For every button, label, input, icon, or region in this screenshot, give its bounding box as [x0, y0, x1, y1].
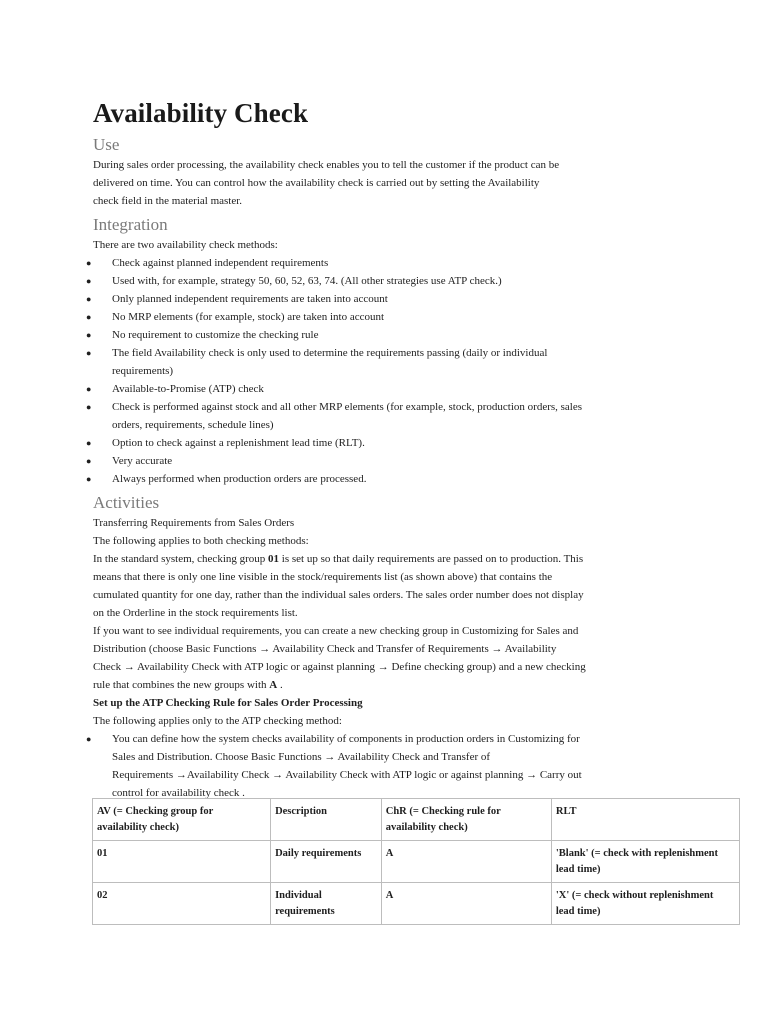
page-title: Availability Check	[93, 98, 309, 128]
table-cell: 01	[93, 841, 271, 883]
table-header-cell: AV (= Checking group for availability check)	[93, 799, 271, 841]
list-item: ● Check is performed against stock and all other MRP elements (for example, stock, production orders, sales orders, requirements, schedule lines)	[93, 398, 673, 434]
bullet-icon: ●	[86, 330, 92, 340]
bullet-icon: ●	[86, 294, 92, 304]
activities-line-3: The following applies only to the ATP checking method:	[93, 715, 342, 727]
use-line-1: During sales order processing, the availability check enables you to tell the customer if the product can be	[93, 159, 560, 171]
table-header-cell: ChR (= Checking rule for availability check)	[381, 799, 551, 841]
bullet-icon: ●	[86, 276, 92, 286]
list-item: ● Used with, for example, strategy 50, 60, 52, 63, 74. (All other strategies use ATP check.)	[93, 272, 673, 290]
bullet-icon: ●	[86, 438, 92, 448]
section-heading-integration: Integration	[93, 215, 168, 234]
table-header-cell: RLT	[551, 799, 739, 841]
atp-rule-subheading: Set up the ATP Checking Rule for Sales Order Processing	[93, 697, 363, 709]
list-item: ● You can define how the system checks availability of components in production orders in Customizing for Sales and Distribution. Choose Basic Functions → Availability Check and Transfer of Requirements →Availability Check → Availability Check with ATP logic or against planning → Carry out control for availability check .	[93, 730, 673, 802]
table-header-row	[93, 799, 740, 841]
bullet-icon: ●	[86, 456, 92, 466]
activities-line-1: Transferring Requirements from Sales Orders	[93, 517, 295, 529]
bullet-icon: ●	[86, 348, 92, 358]
list-item: ● Option to check against a replenishment lead time (RLT).	[93, 434, 673, 452]
list-item: ● Very accurate	[93, 452, 673, 470]
document-body	[86, 96, 673, 802]
table-cell: 'Blank' (= check with replenishment lead time)	[551, 841, 739, 883]
integration-bullet-list	[86, 254, 673, 488]
list-item: ● Check against planned independent requirements	[93, 254, 673, 272]
table-cell: Individual requirements	[271, 883, 382, 925]
bullet-icon: ●	[86, 474, 92, 484]
table-cell: 'X' (= check without replenishment lead time)	[551, 883, 739, 925]
list-item: ● Only planned independent requirements are taken into account	[93, 290, 673, 308]
activities-paragraph-2: If you want to see individual requirements, you can create a new checking group in Customizing for Sales and Distribution (choose Basic Functions → Availability Check and Transfer of Requirements → Availability Check → Availability Check with ATP logic or against planning → Define checking group) and a new checking rule that combines the new groups with A .	[93, 625, 586, 691]
activities-paragraph-1: In the standard system, checking group 01 is set up so that daily requirements are passed on to production. This means that there is only one line visible in the stock/requirements list (as shown above) that contains the cumulated quantity for one day, rather than the individual sales orders. The sales order number does not display on the Orderline in the stock requirements list.	[93, 553, 584, 619]
table-cell: A	[381, 883, 551, 925]
bullet-icon: ●	[86, 384, 92, 394]
use-line-3: check field in the material master.	[93, 195, 243, 207]
list-item: ● Available-to-Promise (ATP) check	[93, 380, 673, 398]
bullet-icon: ●	[86, 402, 92, 412]
table-row	[93, 883, 740, 925]
activities-bullet-list	[86, 730, 673, 802]
bullet-icon: ●	[86, 312, 92, 322]
bullet-icon: ●	[86, 734, 92, 744]
table-row	[93, 841, 740, 883]
table-cell: Daily requirements	[271, 841, 382, 883]
integration-intro: There are two availability check methods:	[93, 239, 278, 251]
checking-group-table	[92, 798, 740, 925]
table-header-cell: Description	[271, 799, 382, 841]
list-item: ● No requirement to customize the checking rule	[93, 326, 673, 344]
list-item: ● The field Availability check is only used to determine the requirements passing (daily or individual requirements)	[93, 344, 673, 380]
use-line-2: delivered on time. You can control how the availability check is carried out by setting the Availability	[93, 177, 540, 189]
table-cell: 02	[93, 883, 271, 925]
section-heading-activities: Activities	[93, 493, 160, 512]
list-item: ● No MRP elements (for example, stock) are taken into account	[93, 308, 673, 326]
table-cell: A	[381, 841, 551, 883]
list-item: ● Always performed when production orders are processed.	[93, 470, 673, 488]
activities-line-2: The following applies to both checking methods:	[93, 535, 309, 547]
section-heading-use: Use	[93, 135, 120, 154]
bullet-icon: ●	[86, 258, 92, 268]
